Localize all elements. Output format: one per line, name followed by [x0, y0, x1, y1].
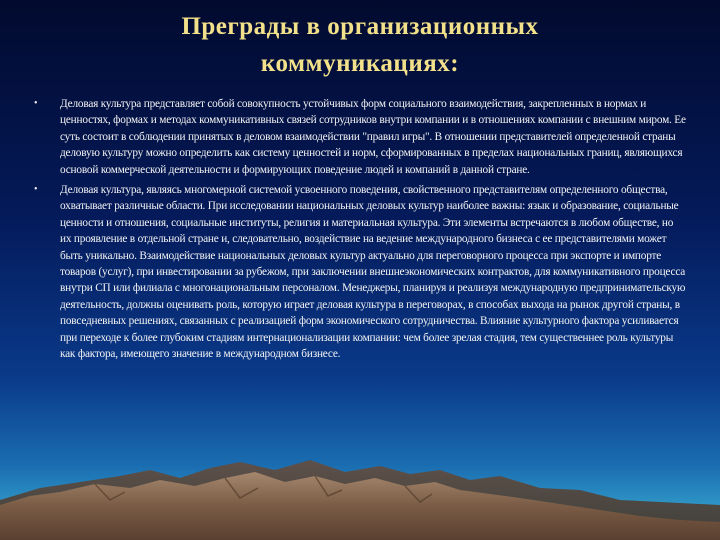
bullet-text: Деловая культура представляет собой совокупность устойчивых форм социального взаимодействия, закрепленных в нормах и ценностях, формах и методах коммуникативных связей сотрудников внутри компании и в отношениях компании с внешним миром. Ее суть состоит в соблюдении принятых в деловом взаимодействии "правил игры". В отношении представителей определенной страны деловую культуру можно определить как систему ценностей и норм, сформированных в пределах национальных границ, являющихся основой коммерческой деятельности и формирующих поведение людей и компаний в данной стране. — [60, 98, 686, 176]
bullet-item — [32, 96, 687, 178]
bullet-marker: • — [34, 184, 38, 196]
bullet-list — [32, 96, 687, 476]
bullet-item — [32, 182, 687, 362]
bullet-text: Деловая культура, являясь многомерной системой усвоенного поведения, свойственного представителям определенного общества, охватывает различные области. При исследовании национальных деловых культур наиболее важны: язык и образование, социальные ценности и отношения, социальные институты, религия и материальная культура. Эти элементы встречаются в любом обществе, но их проявление в отдельной стране и, следовательно, воздействие на ведение международного бизнеса с ее представителями может быть уникально. Взаимодействие национальных деловых культур актуально для переговорного процесса при экспорте и импорте товаров (услуг), при инвестировании за рубежом, при заключении внешнеэкономических контрактов, для коммуникативного процесса внутри СП или филиала с многонациональным персоналом. Менеджеры, планируя и реализуя международную предпринимательскую деятельность, должны оценивать роль, которую играет деловая культура в переговорах, в способах выхода на рынок другой страны, в повседневных решениях, связанных с реализацией форм экономического сотрудничества. Влияние культурного фактора усиливается при переходе к более глубоким стадиям интернационализации компании: чем более зрелая стадия, тем существеннее роль культуры как фактора, имеющего значение в международном бизнесе. — [60, 184, 686, 361]
slide-title: Преграды в организационных коммуникациях: — [181, 13, 539, 77]
bullet-marker: • — [34, 98, 38, 109]
